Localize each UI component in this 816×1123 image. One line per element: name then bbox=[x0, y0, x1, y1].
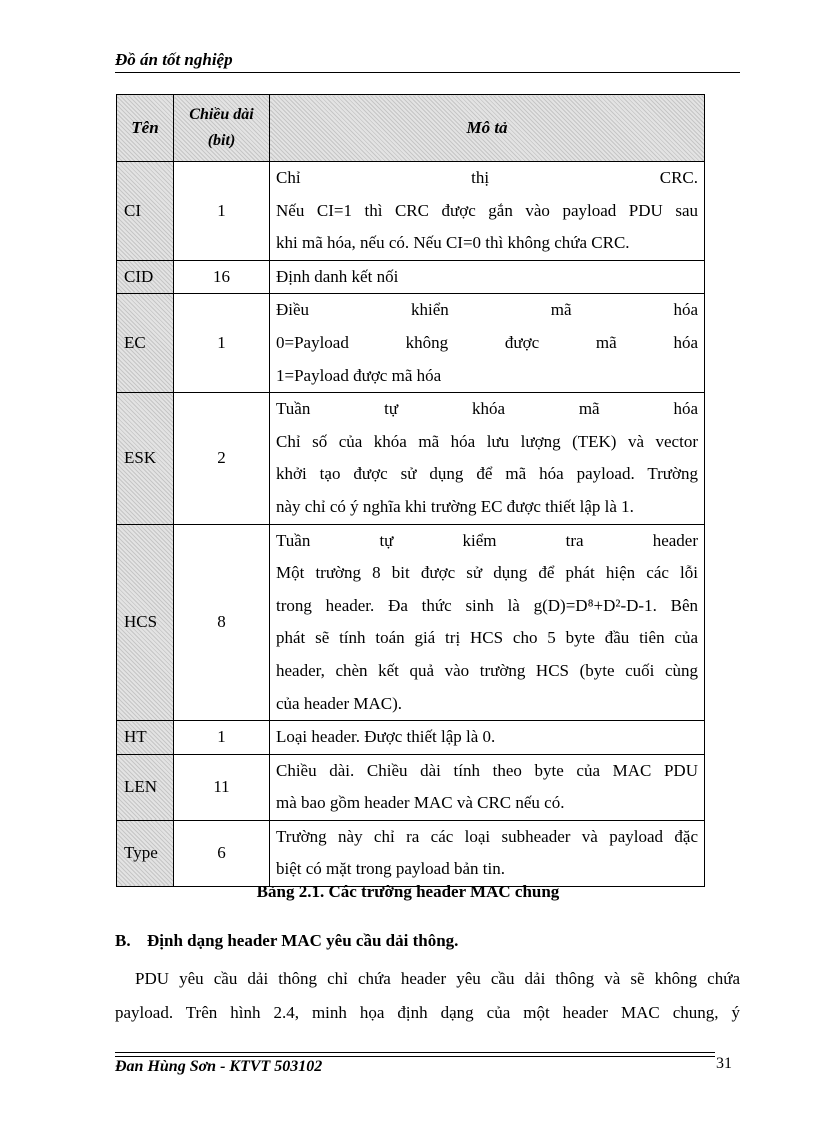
field-name-cell: HT bbox=[117, 721, 174, 755]
field-length-cell: 1 bbox=[174, 162, 270, 261]
description-line: Tuần tự khóa mã hóa bbox=[276, 399, 698, 419]
field-length-cell: 8 bbox=[174, 524, 270, 721]
footer-rule bbox=[115, 1052, 715, 1053]
description-line: Loại header. Được thiết lập là 0. bbox=[276, 727, 496, 747]
description-line: khởi tạo được sử dụng để mã hóa payload. Trường bbox=[276, 464, 698, 484]
table-row bbox=[117, 260, 705, 294]
column-header-name: Tên bbox=[117, 95, 174, 162]
running-header-title: Đồ án tốt nghiệp bbox=[115, 50, 233, 69]
table-row bbox=[117, 162, 705, 261]
description-line: mà bao gồm header MAC và CRC nếu có. bbox=[276, 793, 565, 813]
description-line: Nếu CI=1 thì CRC được gắn vào payload PDU sau bbox=[276, 200, 698, 220]
field-length-cell: 16 bbox=[174, 260, 270, 294]
description-line: 0=Payload không được mã hóa bbox=[276, 332, 698, 352]
section-heading bbox=[115, 931, 458, 951]
page-number: 31 bbox=[716, 1055, 732, 1072]
description-line: khi mã hóa, nếu có. Nếu CI=0 thì không chứa CRC. bbox=[276, 233, 630, 253]
table-row bbox=[117, 721, 705, 755]
column-header-description: Mô tả bbox=[270, 95, 705, 162]
table-header-row bbox=[117, 95, 705, 162]
field-description-cell bbox=[270, 162, 705, 261]
description-line: phát sẽ tính toán giá trị HCS cho 5 byte đầu tiên của bbox=[276, 628, 698, 648]
field-description-cell bbox=[270, 524, 705, 721]
field-length-cell: 11 bbox=[174, 754, 270, 820]
description-line: biệt có mặt trong payload bản tin. bbox=[276, 859, 505, 879]
field-name-cell: EC bbox=[117, 294, 174, 393]
description-line: trong header. Đa thức sinh là g(D)=D⁸+D²-D-1. Bên bbox=[276, 595, 698, 615]
table-body bbox=[117, 162, 705, 887]
field-description-cell bbox=[270, 260, 705, 294]
description-line: Chỉ thị CRC. bbox=[276, 168, 698, 187]
field-description-cell bbox=[270, 820, 705, 886]
field-description-cell bbox=[270, 721, 705, 755]
description-line: Chỉ số của khóa mã hóa lưu lượng (TEK) và vector bbox=[276, 431, 698, 451]
mac-header-fields-table bbox=[116, 94, 705, 887]
description-line: của header MAC). bbox=[276, 693, 403, 713]
section-title: Định dạng header MAC yêu cầu dải thông. bbox=[147, 931, 459, 950]
field-name-cell: HCS bbox=[117, 524, 174, 721]
table-caption: Bảng 2.1. Các trường header MAC chung bbox=[256, 882, 560, 901]
table-row bbox=[117, 754, 705, 820]
field-description-cell bbox=[270, 393, 705, 524]
header-rule bbox=[115, 72, 740, 73]
description-line: Điều khiển mã hóa bbox=[276, 300, 698, 320]
footer-author: Đan Hùng Sơn - KTVT 503102 bbox=[115, 1058, 323, 1075]
field-name-cell: CID bbox=[117, 260, 174, 294]
paragraph-line: PDU yêu cầu dải thông chỉ chứa header yêu cầu dải thông và sẽ không chứa bbox=[135, 969, 740, 988]
table-row bbox=[117, 393, 705, 524]
description-line: header, chèn kết quả vào trường HCS (byte cuối cùng bbox=[276, 660, 698, 680]
column-header-length: Chiều dài (bit) bbox=[174, 95, 270, 162]
description-line: 1=Payload được mã hóa bbox=[276, 365, 442, 385]
field-name-cell: Type bbox=[117, 820, 174, 886]
field-length-cell: 2 bbox=[174, 393, 270, 524]
field-name-cell: LEN bbox=[117, 754, 174, 820]
description-line: Định danh kết nối bbox=[276, 266, 399, 286]
field-description-cell bbox=[270, 294, 705, 393]
field-length-cell: 1 bbox=[174, 721, 270, 755]
description-line: Một trường 8 bit được sử dụng để phát hiện các lỗi bbox=[276, 563, 698, 583]
field-length-cell: 6 bbox=[174, 820, 270, 886]
paragraph-line: payload. Trên hình 2.4, minh họa định dạng của một header MAC chung, ý bbox=[115, 1003, 740, 1022]
section-number: B. bbox=[115, 931, 131, 950]
field-name-cell: ESK bbox=[117, 393, 174, 524]
table-row bbox=[117, 294, 705, 393]
field-description-cell bbox=[270, 754, 705, 820]
field-length-cell: 1 bbox=[174, 294, 270, 393]
body-paragraph bbox=[115, 962, 740, 1030]
footer-rule bbox=[115, 1056, 715, 1057]
description-line: Trường này chỉ ra các loại subheader và payload đặc bbox=[276, 826, 698, 846]
table-row bbox=[117, 820, 705, 886]
description-line: Tuần tự kiểm tra header bbox=[276, 530, 698, 550]
table-row bbox=[117, 524, 705, 721]
description-line: này chỉ có ý nghĩa khi trường EC được thiết lập là 1. bbox=[276, 496, 634, 516]
description-line: Chiều dài. Chiều dài tính theo byte của MAC PDU bbox=[276, 760, 698, 780]
field-name-cell: CI bbox=[117, 162, 174, 261]
